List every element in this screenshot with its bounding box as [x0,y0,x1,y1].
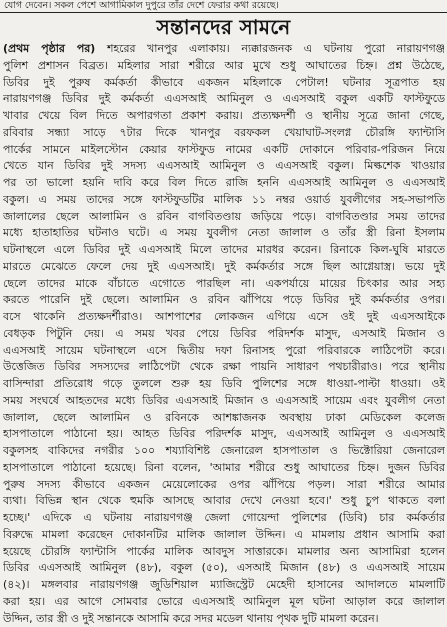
article-line: সময় সংঘর্ষে আহতদের মধ্যে ডিবির এএসআই মিজান ও এএসআই সায়েম এবং যুবলীগ নেতা [3,393,445,407]
article-line: মারতে মেঝেতে ফেলে দেয় দুই এএসআই। দুই কর্মকর্তার সঙ্গে ছিল আগ্নেয়াস্ত্র। ভয়ে দুই [3,259,445,273]
headline: সন্তানদের সামনে [156,15,291,39]
article-line-1-text: শহরের খানপুর এলাকায়। ন্যক্কারজনক এ ঘটনায় পুরো নারায়ণগঞ্জ [95,42,445,55]
article-line: ছেলে তাদের মাকে বাঁচাতে এগোতে পারছিল না। একপর্যায়ে মায়ের চিৎকার আর সহ্য [3,276,445,290]
article-line: হয়েছে চৌরঙ্গি ফ্যান্টাসি পার্কের মালিক আবদুস সাত্তারকে। মামলার অন্য আসামিরা হলেন [3,544,445,558]
article-line: (৪২)। মঙ্গলবার নারায়ণগঞ্জ জুডিশিয়াল ম্যাজিস্ট্রেট মেহেদী হাসানের আদালতে মামলাটি [3,578,445,591]
article-line: হচ্ছে।' এদিকে এ ঘটনায় নারায়ণগঞ্জ জেলা গোয়েন্দা পুলিশের (ডিবি) চার কর্মকর্তার [3,511,445,524]
article-line: উত্তেজিত ডিবির সদস্যদের লাঠিপেটা থেকে রক্ষা পায়নি সাধারণ পথচারীরাও। পরে স্থানীয় [3,360,445,374]
article-line: এএসআই সায়েম ঘটনাস্থলে এসে দ্বিতীয় দফা রিনাসহ পুরো পরিবারকে লাঠিপেটা করে। [3,343,445,357]
article-line: বাসিন্দারা প্রতিরোধ গড়ে তুললে শুরু হয় ডিবি পুলিশের সঙ্গে ধাওয়া-পাল্টা ধাওয়া। ওই [3,377,445,390]
article-line: নারায়ণগঞ্জ ডিবির দুই কর্মকর্তা এএসআই আমিনুল ও এএসআই বকুল একটি ফাস্টফুডে [3,92,445,106]
article-line: ডিবির দুই পুরুষ কর্মকর্তা কীভাবে একজন মহিলাকে পেটাল! ঘটনার সূত্রপাত হয় [3,75,445,89]
article-line: বকুলসহ বাকিদের নগরীর ১০০ শয্যাবিশিষ্ট জেনারেল হাসপাতাল ও ভিক্টোরিয়া জেনারেল [3,444,445,457]
article-line: খেতে যান ডিবির দুই সদস্য এএসআই আমিনুল ও এএসআই বকুল। মিল্কশেক খাওয়ার [3,159,445,173]
article-line: করতে পারেনি দুই ছেলে। আলামিন ও রবিন ঝাঁপিয়ে পড়ে ডিবির দুই কর্মকর্তার ওপর। [3,293,445,307]
article-line: জালালের ছেলে আলামিন ও রবিন বাগবিতণ্ডায় জড়িয়ে পড়ে। বাগবিতণ্ডার সময় তাদের [3,209,445,223]
article-line: ব্যথা। বিভিন্ন স্থান থেকে হুমকি আসছে আবার দেখে নেওয়া হবে।' শুধু চুপ থাকতে বলা [3,494,445,508]
article-line-1 [3,41,445,58]
article-line: রবিবার সন্ধ্যা সাড়ে ৭টার দিকে খানপুর বরফকল খেয়াঘাট-সংলগ্ন চৌরঙ্গি ফ্যান্টাসি [3,125,445,139]
article-line: হাসপাতালে পাঠানো হয়। আহত ডিবির পরিদর্শক মাসুদ, এএসআই আমিনুল ও এএসআই [3,427,445,441]
article-line: বকুল। এ সময় তাদের সঙ্গে ফাস্টফুডটির মালিক ১১ নম্বর ওয়ার্ড যুবলীগের সহ-সভাপতি [3,192,445,206]
article-line: উদ্দিন, তার স্ত্রী ও দুই সন্তানকে আসামি করে সদর মডেল থানায় পৃথক দুটি মামলা করেন। [3,611,379,625]
article-line: বসে থাকেনি প্রত্যক্ষদর্শীরাও। আশপাশের লোকজন এগিয়ে এসে ওই দুই এএসআইকে [3,310,445,323]
article-line: পুলিশ প্রশাসন বিব্রত। মহিলার সারা শরীরে আর মুখে শুধু আঘাতের চিহ্ন। প্রশ্ন উঠেছে, [3,58,445,72]
article-line: খাবার খেয়ে বিল দিতে অপারগতা প্রকাশ করায়। প্রত্যক্ষদর্শী ও স্থানীয় সূত্রে জানা গেছে, [3,109,445,122]
article-line: বেধড়ক পিটুনি দেয়। এ সময় খবর পেয়ে ডিবির পরিদর্শক মাসুদ, এসআই মিজান ও [3,326,445,340]
article-line: পার্কের সামনে মাইলস্টোন কেয়ার ফাস্টফুড নামের একটি দোকানে পরিবার-পরিজন নিয়ে [3,142,445,156]
continuation-label: (প্রথম পৃষ্ঠার পর) [3,42,96,55]
article-line: ঘটনাস্থলে এলে ডিবির দুই এএসআই মিলে তাদের মারধর করেন। রিনাকে কিল-ঘুষি মারতে [3,243,445,256]
article-line: পুরুষ সদস্য কীভাবে একজন মেয়েলোকের ওপর ঝাঁপিয়ে পড়ল। সারা শরীরে আমার [3,477,445,491]
article-line: মধ্যে হাতাহাতির ঘটনাও ঘটে। এ সময় যুবলীগ নেতা জালাল ও তাঁর স্ত্রী রিনা ইসলাম [3,226,445,240]
article-line: করা হয়। এর আগে সোমবার ভোরে এএসআই আমিনুল মূল ঘটনা আড়াল করে জালাল [3,594,445,608]
article-line: পর তা ভালো হয়নি দাবি করে বিল দিতে রাজি হননি এএসআই আমিনুল ও এএসআই [3,176,445,189]
article-line: বিরুদ্ধে মামলা করেছেন দোকানটির মালিক জালাল উদ্দিন। এ মামলায় প্রধান আসামি করা [3,527,445,541]
article-body [0,41,447,627]
article-line: ডিবির এএসআই আমিনুল (৪৮), বকুল (৫০), এসআই মিজান (৪৮) ও এএসআই সায়েম [3,561,445,575]
previous-article-last-line: যোগ দেবেন। সকল পেশে আগামিকাল দুপুরে তাঁর দেশে ফেরার কথা রয়েছে। [0,0,447,13]
article-line: জালাল, ছেলে আলামিন ও রবিনকে আশঙ্কাজনক অবস্থায় ঢাকা মেডিকেল কলেজ [3,410,445,424]
article-line: হাসপাতালে পাঠানো হয়েছে। রিনা বলেন, 'আমার শরীরে শুধু আঘাতের চিহ্ন। দুজন ডিবির [3,460,445,474]
